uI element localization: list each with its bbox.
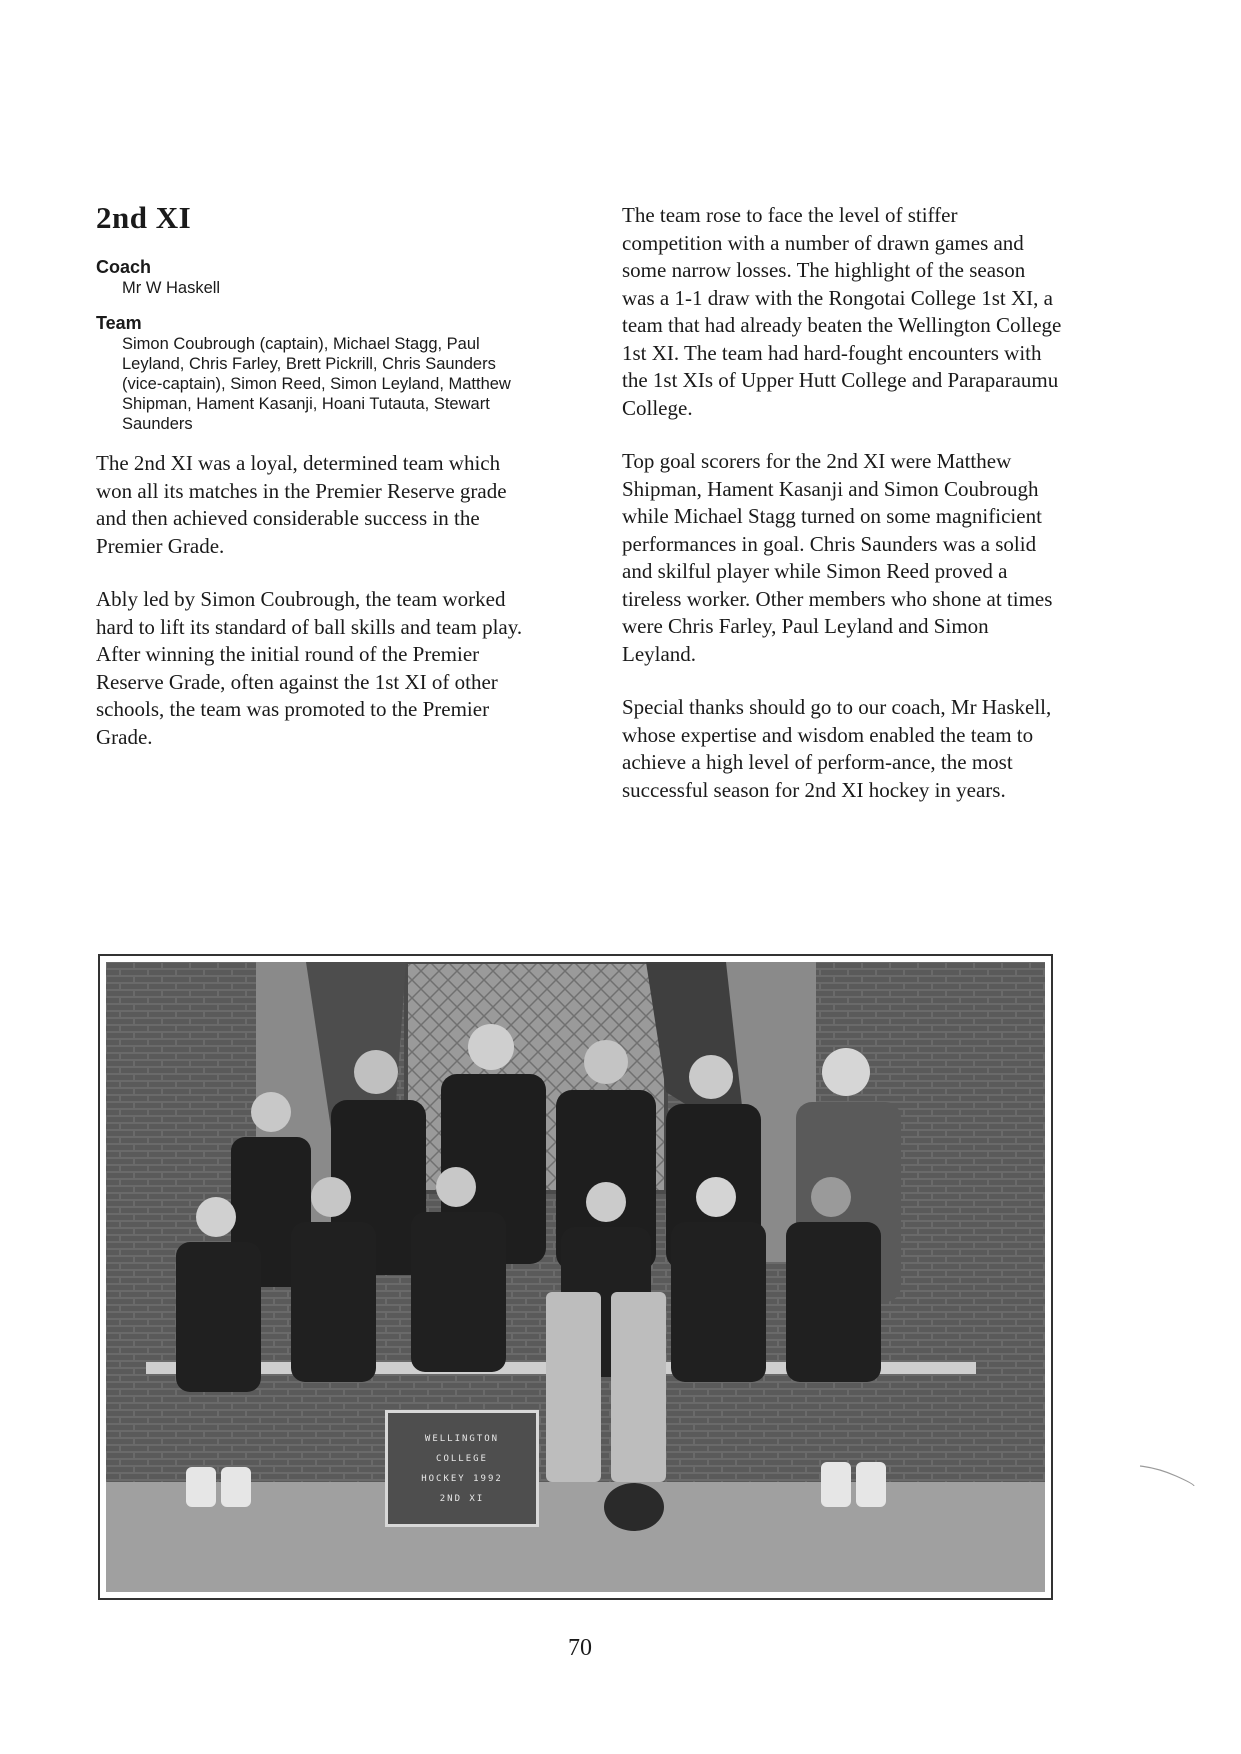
body-paragraph: Special thanks should go to our coach, Mr Haskell, whose expertise and wisdom enabled the team to achieve a high level of perform-ance, the most successful season for 2nd XI hockey in years. — [622, 695, 1052, 802]
left-column — [96, 200, 536, 777]
coach-name: Mr W Haskell — [122, 279, 221, 297]
team-photo — [106, 962, 1045, 1592]
body-paragraph: The 2nd XI was a loyal, determined team which won all its matches in the Premier Reserve grade and then achieved considerable success in the Premier Grade. — [96, 451, 507, 558]
right-column — [622, 202, 1062, 830]
sign-line: HOCKEY 1992 — [421, 1473, 503, 1484]
sign-line: COLLEGE — [436, 1453, 488, 1464]
team-photo-frame — [98, 954, 1053, 1600]
sign-line: WELLINGTON — [424, 1433, 500, 1444]
sign-line: 2ND XI — [439, 1493, 485, 1504]
body-paragraph: Ably led by Simon Coubrough, the team worked hard to lift its standard of ball skills and team play. After winning the initial round of the Premier Reserve Grade, often against the 1st XI of other schools, the team was promoted to the Premier Grade. — [96, 587, 523, 749]
section-title: 2nd XI — [96, 200, 192, 235]
page-number: 70 — [568, 1635, 592, 1661]
team-label: Team — [96, 313, 142, 333]
body-paragraph: Top goal scorers for the 2nd XI were Matthew Shipman, Hament Kasanji and Simon Coubrough while Michael Stagg turned on some magnificient performances in goal. Chris Saunders was a solid and skilful player while Simon Reed proved a tireless worker. Other members who shone at times were Chris Farley, Paul Leyland and Simon Leyland. — [622, 449, 1053, 666]
team-members: Simon Coubrough (captain), Michael Stagg, Paul Leyland, Chris Farley, Brett Pickrill, Chris Saunders (vice-captain), Simon Reed, Simon Leyland, Matthew Shipman, Hament Kasanji, Hoani Tutauta, Stewart Saunders — [122, 335, 511, 433]
coach-label: Coach — [96, 257, 152, 277]
scan-mark — [1138, 1460, 1198, 1490]
team-sign-board — [385, 1410, 539, 1527]
body-paragraph: The team rose to face the level of stiffer competition with a number of drawn games and some narrow losses. The highlight of the season was a 1-1 draw with the Rongotai College 1st XI, a team that had already beaten the Wellington College 1st XI. The team had hard-fought encounters with the 1st XIs of Upper Hutt College and Paraparaumu College. — [622, 203, 1062, 420]
